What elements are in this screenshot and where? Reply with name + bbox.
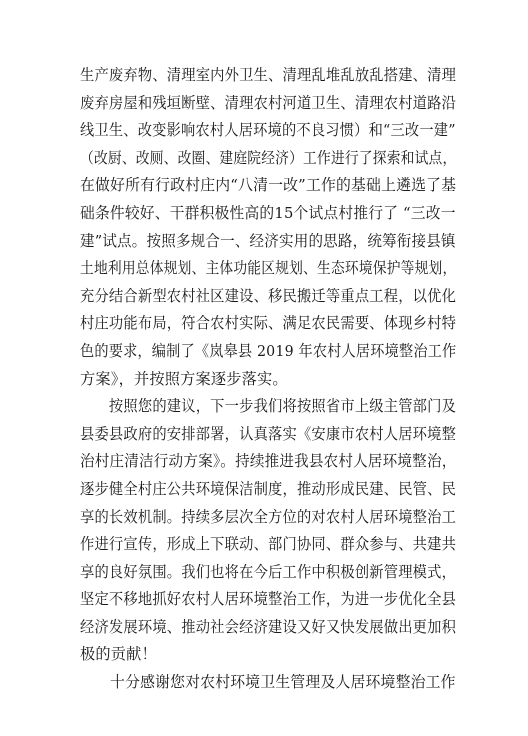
text-line: 在做好所有行政村庄内“八清一改”工作的基础上遴选了基 xyxy=(80,176,457,195)
text-line: 村庄功能布局，符合农村实际、满足农民需要、体现乡村特 xyxy=(80,314,457,333)
text-line: 作进行宣传，形成上下联动、部门协同、群众参与、共建共 xyxy=(80,535,457,554)
text-line: 生产废弃物、清理室内外卫生、清理乱堆乱放乱搭建、清理 xyxy=(80,66,457,84)
text-line: 色的要求，编制了《岚皋县 2019 年农村人居环境整治工作 xyxy=(80,341,457,360)
text-line: 享的良好氛围。我们也将在今后工作中积极创新管理模式， xyxy=(80,562,457,581)
text-line: 极的贡献！ xyxy=(80,645,157,664)
text-line: 坚定不移地抓好农村人居环境整治工作，为进一步优化全县 xyxy=(80,590,457,609)
text-line: 十分感谢您对农村环境卫生管理及人居环境整治工作 xyxy=(80,673,456,692)
text-line: 废弃房屋和残垣断壁、清理农村河道卫生、清理农村道路沿 xyxy=(80,93,457,112)
text-line: 方案》，并按照方案逐步落实。 xyxy=(80,369,288,388)
document-body xyxy=(80,62,456,697)
text-line: 享的长效机制。持续多层次全方位的对农村人居环境整治工 xyxy=(80,507,457,526)
text-line: 土地利用总体规划、主体功能区规划、生态环境保护等规划， xyxy=(80,259,457,278)
text-line: 治村庄清洁行动方案》。持续推进我县农村人居环境整治， xyxy=(80,452,457,471)
text-line: （改厨、改厕、改圈、建庭院经济）工作进行了探索和试点， xyxy=(80,148,457,167)
paragraph-1 xyxy=(80,62,456,393)
text-line: 经济发展环境、推动社会经济建设又好又快发展做出更加积 xyxy=(80,617,457,636)
paragraph-3 xyxy=(80,669,456,697)
text-line: 县委县政府的安排部署，认真落实《安康市农村人居环境整 xyxy=(80,424,457,443)
paragraph-2 xyxy=(80,393,456,669)
text-line: 础条件较好、干群积极性高的15个试点村推行了 “三改一 xyxy=(80,203,456,222)
text-line: 建”试点。按照多规合一、经济实用的思路，统筹衔接县镇 xyxy=(80,231,456,250)
text-line: 线卫生、改变影响农村人居环境的不良习惯）和“三改一建” xyxy=(80,121,456,140)
text-line: 按照您的建议，下一步我们将按照省市上级主管部门及 xyxy=(80,397,457,416)
text-line: 充分结合新型农村社区建设、移民搬迁等重点工程，以优化 xyxy=(80,286,457,305)
text-line: 逐步健全村庄公共环境保洁制度，推动形成民建、民管、民 xyxy=(80,479,457,498)
